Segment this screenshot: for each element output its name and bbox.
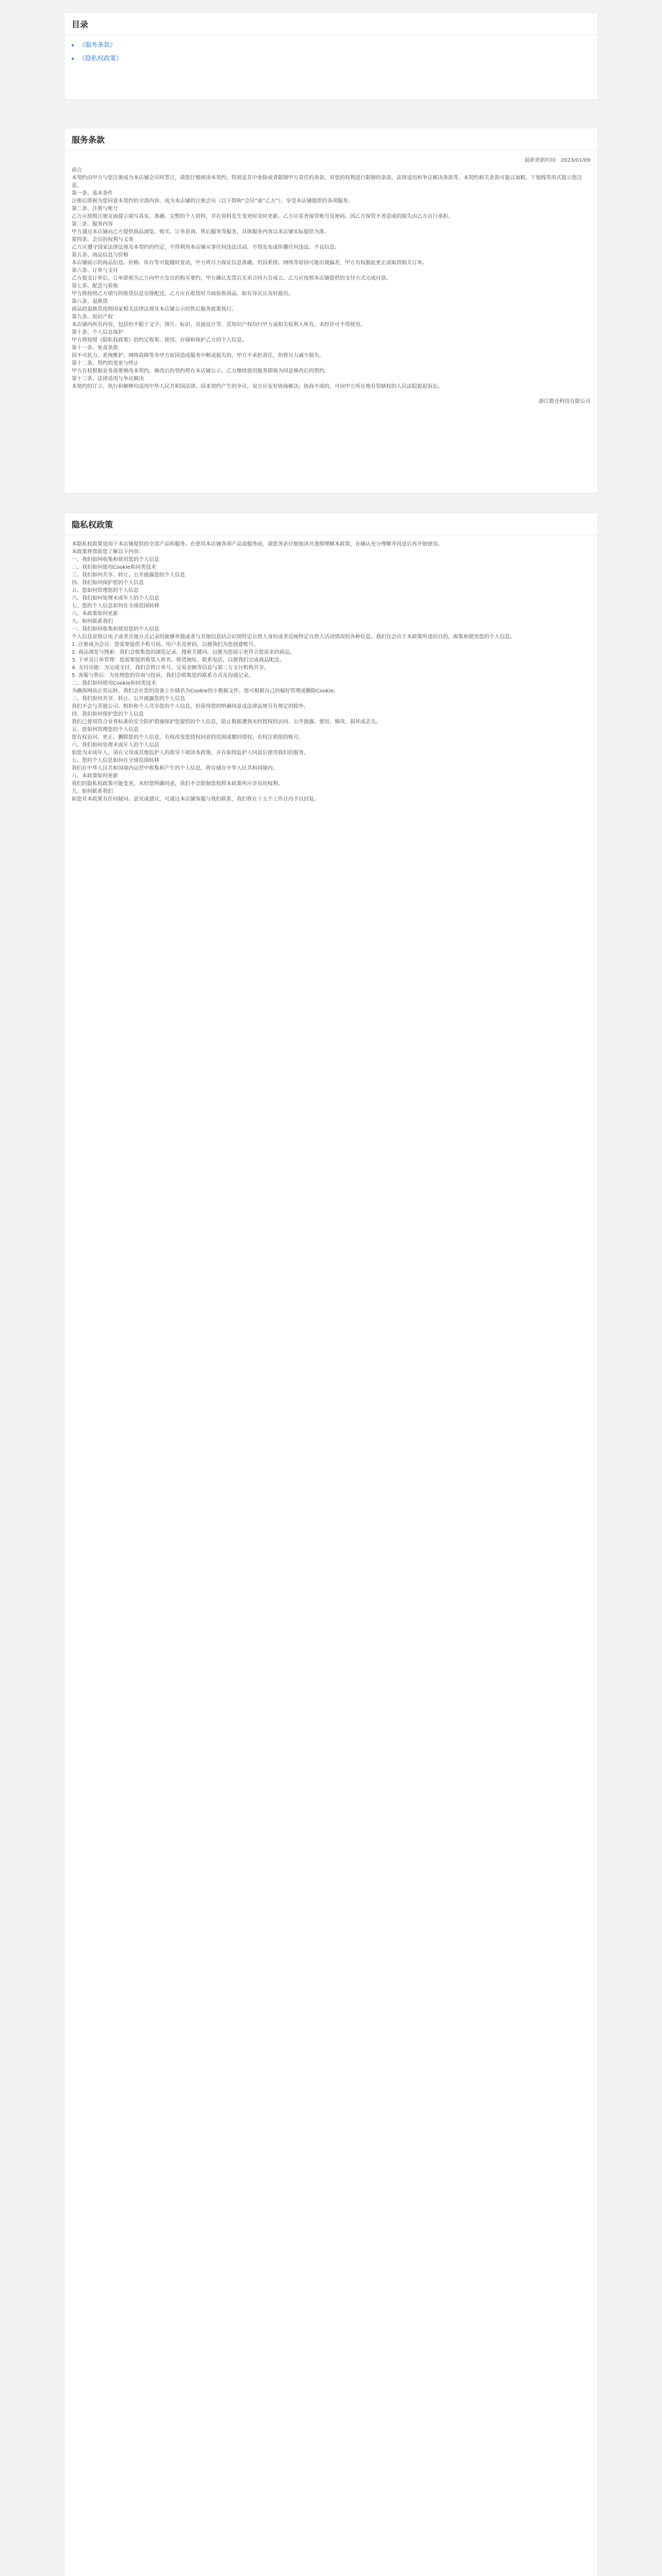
paragraph: 甲方将按照《隐私权政策》的约定收集、使用、存储和保护乙方的个人信息。	[72, 337, 247, 343]
paragraph: 八、本政策如何更新	[72, 773, 118, 779]
paragraph: 第二条、注册与账号	[72, 206, 118, 212]
paragraph: 为确保网站正常运转，我们会在您的设备上存储名为Cookie的小数据文件。您可根据自己的偏好管理或删除Cookie。	[72, 688, 339, 694]
paragraph: 七、您的个人信息如何在全球范围转移	[72, 758, 159, 764]
paragraph: 个人信息是指以电子或者其他方式记录的能够单独或者与其他信息结合识别特定自然人身份或者反映特定自然人活动情况的各种信息。我们仅会出于本政策所述的目的，收集和使用您的个人信息。	[72, 634, 515, 640]
service-paragraphs	[72, 166, 590, 391]
paragraph: 一、我们如何收集和使用您的个人信息	[72, 557, 159, 563]
paragraph: 九、如何联系我们	[72, 789, 113, 794]
paragraph: 甲方将按照乙方填写的收货信息安排配送，乙方应在收货时当面验收商品，如有异议应及时提出。	[72, 291, 293, 297]
paragraph: 如您对本政策有任何疑问、意见或建议，可通过本店铺客服与我们联系，我们将在十五个工作日内予以回复。	[72, 796, 319, 802]
service-terms-body	[64, 150, 598, 415]
paragraph: 前言	[72, 167, 82, 173]
paragraph: 我们已使用符合业界标准的安全防护措施保护您提供的个人信息，防止数据遭到未经授权的访问、公开披露、使用、修改、损坏或丢失。	[72, 719, 381, 725]
paragraph: 本店铺内所有内容，包括但不限于文字、图片、标识、页面设计等，其知识产权均归甲方或相关权利人所有，未经许可不得使用。	[72, 322, 366, 328]
paragraph: 甲方有权根据业务需要修改本契约，修改后的契约将在本店铺公示，乙方继续使用服务即视为同意修改后的契约。	[72, 368, 329, 374]
paragraph: 四、我们如何保护您的个人信息	[72, 580, 144, 586]
company-signature: 浙江数仓科技有限公司	[539, 399, 590, 404]
paragraph: 2. 商品浏览与搜索：我们会收集您的浏览记录、搜索关键词，以便为您展示更符合您需求的商品。	[72, 650, 295, 655]
paragraph: 二、我们如何使用Cookie和同类技术	[72, 681, 156, 686]
privacy-paragraphs	[72, 540, 590, 803]
paragraph: 六、我们如何处理未成年人的个人信息	[72, 742, 159, 748]
toc-item	[79, 52, 598, 65]
paragraph: 本隐私权政策适用于本店铺提供的全部产品和服务。在使用本店铺各项产品或服务前，请您务必仔细阅读并透彻理解本政策，在确认充分理解并同意后再开始使用。	[72, 541, 443, 547]
paragraph: 本契约的订立、执行和解释均适用中华人民共和国法律。因本契约产生的争议，双方应友好协商解决；协商不成的，可向甲方所在地有管辖权的人民法院提起诉讼。	[72, 384, 443, 389]
paragraph: 第九条、知识产权	[72, 314, 113, 320]
paragraph: 四、我们如何保护您的个人信息	[72, 711, 144, 717]
paragraph: 我们不会与其他公司、组织和个人共享您的个人信息，但获得您的明确同意或法律法规另有规定的除外。	[72, 704, 309, 709]
paragraph: 甲方通过本店铺向乙方提供商品浏览、购买、订单查询、售后服务等服务，具体服务内容以本店铺实际提供为准。	[72, 229, 329, 235]
paragraph: 第十三条、法律适用与争议解决	[72, 376, 144, 382]
paragraph: 因不可抗力、系统维护、网络故障等非甲方原因造成服务中断或损失的，甲方不承担责任，但将尽力减少损失。	[72, 353, 324, 359]
paragraph: 1. 注册成为会员：您需要提供手机号码、用户名及密码，以便我们为您创建账号。	[72, 642, 259, 648]
paragraph: 一、我们如何收集和使用您的个人信息	[72, 626, 159, 632]
paragraph: 乙方提交订单后，订单即视为乙方向甲方发出的购买要约，甲方确认发货后买卖合同方告成立。乙方应按照本店铺提供的支付方式完成付款。	[72, 276, 391, 281]
paragraph: 第八条、退换货	[72, 299, 108, 304]
paragraph: 五、您如何管理您的个人信息	[72, 727, 139, 733]
paragraph: 我们在中华人民共和国境内运营中收集和产生的个人信息，将存储在中华人民共和国境内。	[72, 766, 278, 771]
paragraph: 注册后即视为您同意本契约的全部内容，成为本店铺的注册会员（以下简称“会员”或“乙方”），享受本店铺提供的各项服务。	[72, 198, 353, 204]
update-date: 最新更新时间：2023/01/09	[524, 158, 590, 163]
paragraph: 乙方应按照注册页面提示填写真实、准确、完整的个人资料，并在资料发生变更时及时更新。乙方应妥善保管账号及密码，因乙方保管不善造成的损失由乙方自行承担。	[72, 214, 453, 219]
paragraph: 3. 下单及订单管理：您需要提供收货人姓名、收货地址、联系电话，以便我们完成商品配送。	[72, 657, 285, 663]
service-terms-card	[64, 128, 598, 494]
paragraph: 本契约由甲方与您注册成为本店铺会员时签订，请您仔细阅读本契约，特别是其中免除或者限制甲方责任的条款、对您的权利进行限制的条款、法律适用和争议解决条款等，本契约相关条款可能以加粗、下划线等形式提示您注意。	[72, 175, 582, 189]
paragraph: 第六条、订单与支付	[72, 268, 118, 274]
privacy-policy-title: 隐私权政策	[64, 513, 598, 535]
paragraph: 六、我们如何处理未成年人的个人信息	[72, 596, 159, 601]
paragraph: 如您为未成年人，请在父母或其他监护人的指导下阅读本政策，并在取得监护人同意后使用我们的服务。	[72, 750, 309, 756]
toc-title: 目录	[64, 13, 598, 35]
paragraph: 本政策将帮助您了解以下内容：	[72, 549, 144, 555]
paragraph: 三、我们如何共享、转让、公开披露您的个人信息	[72, 572, 185, 578]
paragraph: 第十条、个人信息保护	[72, 330, 123, 335]
privacy-policy-card	[64, 513, 598, 2576]
paragraph: 第三条、服务内容	[72, 222, 113, 227]
paragraph: 商品的退换货按照国家相关法律法规及本店铺公示的售后服务政策执行。	[72, 307, 237, 312]
paragraph: 第五条、商品信息与价格	[72, 252, 128, 258]
paragraph: 第十二条、契约的变更与终止	[72, 361, 139, 366]
paragraph: 三、我们如何共享、转让、公开披露您的个人信息	[72, 696, 185, 702]
toc-card	[64, 12, 598, 100]
toc-item	[79, 38, 598, 52]
toc-link-privacy[interactable]: 《隐私权政策》	[79, 55, 123, 62]
toc-list	[64, 38, 598, 65]
paragraph: 我们的隐私权政策可能变更。未经您明确同意，我们不会限制您按照本政策所应享有的权利。	[72, 781, 283, 787]
paragraph: 4. 支付功能：为完成支付，我们会将订单号、交易金额等信息与第三方支付机构共享。	[72, 665, 269, 671]
paragraph: 乙方应遵守国家法律法规及本契约的约定，不得利用本店铺从事任何违法活动，不得发布或传播任何违法、不良信息。	[72, 245, 340, 250]
toc-link-service[interactable]: 《服务条款》	[79, 41, 117, 48]
paragraph: 七、您的个人信息如何在全球范围转移	[72, 603, 159, 609]
paragraph: 第一条、基本条件	[72, 191, 113, 196]
privacy-policy-body	[64, 535, 598, 814]
paragraph: 5. 客服与售后：为处理您的咨询与投诉，我们会收集您的联系方式及沟通记录。	[72, 673, 254, 679]
paragraph: 第四条、会员的权利与义务	[72, 237, 134, 243]
paragraph: 本店铺展示的商品信息、价格、库存等可能随时变动，甲方将尽力保证信息准确，但因系统、网络等原因可能出现偏差，甲方有权据此更正或取消相关订单。	[72, 260, 427, 266]
paragraph: 您有权访问、更正、删除您的个人信息，有权改变您授权同意的范围或撤回授权，有权注销您的账号。	[72, 735, 304, 740]
service-terms-title: 服务条款	[64, 128, 598, 150]
paragraph: 九、如何联系我们	[72, 619, 113, 624]
paragraph: 五、您如何管理您的个人信息	[72, 588, 139, 594]
paragraph: 第十一条、免责条款	[72, 345, 118, 351]
paragraph: 二、我们如何使用Cookie和同类技术	[72, 565, 156, 570]
paragraph: 第七条、配送与验收	[72, 283, 118, 289]
paragraph: 八、本政策如何更新	[72, 611, 118, 617]
